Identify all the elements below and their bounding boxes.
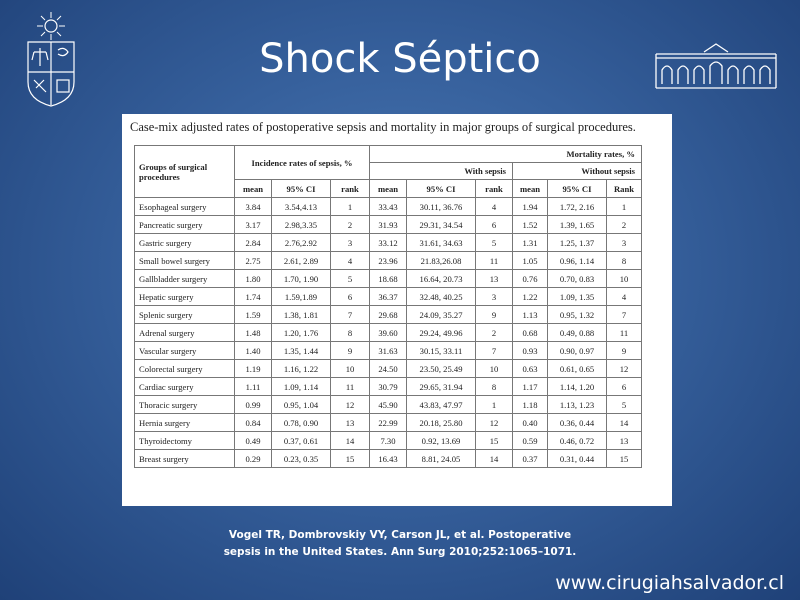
ws-mean: 36.37 bbox=[370, 288, 407, 306]
col-ws-mean: mean bbox=[370, 180, 407, 198]
procedure-name: Gastric surgery bbox=[135, 234, 235, 252]
wo-mean: 1.18 bbox=[513, 396, 548, 414]
wo-mean: 1.52 bbox=[513, 216, 548, 234]
inc-rank: 5 bbox=[331, 270, 370, 288]
wo-ci: 1.25, 1.37 bbox=[548, 234, 607, 252]
wo-ci: 1.72, 2.16 bbox=[548, 198, 607, 216]
wo-ci: 0.95, 1.32 bbox=[548, 306, 607, 324]
wo-mean: 1.22 bbox=[513, 288, 548, 306]
wo-rank: 9 bbox=[607, 342, 642, 360]
wo-ci: 0.61, 0.65 bbox=[548, 360, 607, 378]
inc-ci: 0.37, 0.61 bbox=[272, 432, 331, 450]
inc-rank: 8 bbox=[331, 324, 370, 342]
ws-ci: 32.48, 40.25 bbox=[407, 288, 476, 306]
inc-ci: 1.35, 1.44 bbox=[272, 342, 331, 360]
wo-rank: 5 bbox=[607, 396, 642, 414]
wo-mean: 0.93 bbox=[513, 342, 548, 360]
ws-mean: 22.99 bbox=[370, 414, 407, 432]
header-without-sepsis: Without sepsis bbox=[513, 163, 642, 180]
ws-mean: 23.96 bbox=[370, 252, 407, 270]
ws-mean: 29.68 bbox=[370, 306, 407, 324]
ws-ci: 29.31, 34.54 bbox=[407, 216, 476, 234]
procedure-name: Breast surgery bbox=[135, 450, 235, 468]
wo-mean: 1.13 bbox=[513, 306, 548, 324]
col-inc-ci: 95% CI bbox=[272, 180, 331, 198]
inc-mean: 0.29 bbox=[235, 450, 272, 468]
wo-rank: 3 bbox=[607, 234, 642, 252]
col-wo-rank: Rank bbox=[607, 180, 642, 198]
ws-rank: 4 bbox=[476, 198, 513, 216]
table-row bbox=[135, 378, 642, 396]
ws-ci: 43.83, 47.97 bbox=[407, 396, 476, 414]
table-row bbox=[135, 342, 642, 360]
header-mortality: Mortality rates, % bbox=[370, 146, 642, 163]
ws-mean: 24.50 bbox=[370, 360, 407, 378]
ws-ci: 23.50, 25.49 bbox=[407, 360, 476, 378]
ws-mean: 7.30 bbox=[370, 432, 407, 450]
table-row bbox=[135, 252, 642, 270]
wo-ci: 0.31, 0.44 bbox=[548, 450, 607, 468]
ws-mean: 30.79 bbox=[370, 378, 407, 396]
inc-ci: 1.59,1.89 bbox=[272, 288, 331, 306]
inc-mean: 1.11 bbox=[235, 378, 272, 396]
inc-rank: 9 bbox=[331, 342, 370, 360]
inc-mean: 1.59 bbox=[235, 306, 272, 324]
ws-mean: 18.68 bbox=[370, 270, 407, 288]
wo-rank: 12 bbox=[607, 360, 642, 378]
wo-rank: 7 bbox=[607, 306, 642, 324]
ws-rank: 8 bbox=[476, 378, 513, 396]
inc-ci: 2.76,2.92 bbox=[272, 234, 331, 252]
wo-rank: 8 bbox=[607, 252, 642, 270]
ws-rank: 1 bbox=[476, 396, 513, 414]
table-row bbox=[135, 432, 642, 450]
ws-ci: 16.64, 20.73 bbox=[407, 270, 476, 288]
inc-ci: 2.98,3.35 bbox=[272, 216, 331, 234]
ws-mean: 33.43 bbox=[370, 198, 407, 216]
table-row bbox=[135, 360, 642, 378]
ws-rank: 15 bbox=[476, 432, 513, 450]
wo-mean: 0.68 bbox=[513, 324, 548, 342]
inc-mean: 1.19 bbox=[235, 360, 272, 378]
wo-ci: 1.14, 1.20 bbox=[548, 378, 607, 396]
wo-rank: 2 bbox=[607, 216, 642, 234]
inc-mean: 0.49 bbox=[235, 432, 272, 450]
wo-ci: 1.39, 1.65 bbox=[548, 216, 607, 234]
wo-mean: 0.40 bbox=[513, 414, 548, 432]
wo-mean: 0.63 bbox=[513, 360, 548, 378]
website-url: www.cirugiahsalvador.cl bbox=[555, 572, 784, 594]
ws-rank: 3 bbox=[476, 288, 513, 306]
inc-rank: 15 bbox=[331, 450, 370, 468]
wo-ci: 1.13, 1.23 bbox=[548, 396, 607, 414]
col-ws-ci: 95% CI bbox=[407, 180, 476, 198]
ws-ci: 30.11, 36.76 bbox=[407, 198, 476, 216]
ws-ci: 30.15, 33.11 bbox=[407, 342, 476, 360]
wo-ci: 0.46, 0.72 bbox=[548, 432, 607, 450]
procedure-name: Gallbladder surgery bbox=[135, 270, 235, 288]
ws-ci: 29.65, 31.94 bbox=[407, 378, 476, 396]
wo-mean: 1.31 bbox=[513, 234, 548, 252]
table-row bbox=[135, 216, 642, 234]
ws-rank: 12 bbox=[476, 414, 513, 432]
wo-ci: 0.96, 1.14 bbox=[548, 252, 607, 270]
table-caption: Case-mix adjusted rates of postoperative sepsis and mortality in major groups of surgical procedures. bbox=[130, 120, 636, 134]
ws-ci: 24.09, 35.27 bbox=[407, 306, 476, 324]
wo-ci: 0.90, 0.97 bbox=[548, 342, 607, 360]
citation-line-1: Vogel TR, Dombrovskiy VY, Carson JL, et al. Postoperative bbox=[228, 529, 572, 541]
wo-rank: 15 bbox=[607, 450, 642, 468]
inc-ci: 1.70, 1.90 bbox=[272, 270, 331, 288]
inc-ci: 1.16, 1.22 bbox=[272, 360, 331, 378]
procedure-name: Thyroidectomy bbox=[135, 432, 235, 450]
inc-ci: 1.20, 1.76 bbox=[272, 324, 331, 342]
inc-rank: 11 bbox=[331, 378, 370, 396]
ws-rank: 2 bbox=[476, 324, 513, 342]
ws-ci: 20.18, 25.80 bbox=[407, 414, 476, 432]
inc-mean: 3.17 bbox=[235, 216, 272, 234]
wo-mean: 0.37 bbox=[513, 450, 548, 468]
inc-rank: 14 bbox=[331, 432, 370, 450]
inc-mean: 0.99 bbox=[235, 396, 272, 414]
col-inc-rank: rank bbox=[331, 180, 370, 198]
slide-title: Shock Séptico bbox=[259, 36, 541, 82]
table-row bbox=[135, 234, 642, 252]
ws-ci: 29.24, 49.96 bbox=[407, 324, 476, 342]
wo-mean: 1.05 bbox=[513, 252, 548, 270]
inc-rank: 12 bbox=[331, 396, 370, 414]
ws-rank: 5 bbox=[476, 234, 513, 252]
procedure-name: Hepatic surgery bbox=[135, 288, 235, 306]
procedure-name: Vascular surgery bbox=[135, 342, 235, 360]
inc-rank: 1 bbox=[331, 198, 370, 216]
inc-mean: 1.80 bbox=[235, 270, 272, 288]
ws-mean: 39.60 bbox=[370, 324, 407, 342]
inc-mean: 1.40 bbox=[235, 342, 272, 360]
procedure-name: Thoracic surgery bbox=[135, 396, 235, 414]
ws-rank: 6 bbox=[476, 216, 513, 234]
col-wo-ci: 95% CI bbox=[548, 180, 607, 198]
header-groups: Groups of surgical procedures bbox=[135, 146, 235, 198]
wo-mean: 1.94 bbox=[513, 198, 548, 216]
inc-rank: 4 bbox=[331, 252, 370, 270]
col-wo-mean: mean bbox=[513, 180, 548, 198]
inc-rank: 13 bbox=[331, 414, 370, 432]
ws-rank: 14 bbox=[476, 450, 513, 468]
table-figure bbox=[122, 114, 672, 506]
table-row bbox=[135, 450, 642, 468]
ws-ci: 21.83,26.08 bbox=[407, 252, 476, 270]
citation-line-2: sepsis in the United States. Ann Surg 2010;252:1065–1071. bbox=[223, 546, 577, 558]
table-row bbox=[135, 288, 642, 306]
ws-rank: 9 bbox=[476, 306, 513, 324]
ws-rank: 11 bbox=[476, 252, 513, 270]
inc-ci: 2.61, 2.89 bbox=[272, 252, 331, 270]
col-inc-mean: mean bbox=[235, 180, 272, 198]
ws-ci: 0.92, 13.69 bbox=[407, 432, 476, 450]
wo-ci: 0.49, 0.88 bbox=[548, 324, 607, 342]
wo-ci: 0.70, 0.83 bbox=[548, 270, 607, 288]
inc-ci: 3.54,4.13 bbox=[272, 198, 331, 216]
ws-mean: 45.90 bbox=[370, 396, 407, 414]
inc-rank: 10 bbox=[331, 360, 370, 378]
wo-rank: 10 bbox=[607, 270, 642, 288]
ws-mean: 33.12 bbox=[370, 234, 407, 252]
ws-rank: 7 bbox=[476, 342, 513, 360]
header-with-sepsis: With sepsis bbox=[370, 163, 513, 180]
procedure-name: Splenic surgery bbox=[135, 306, 235, 324]
wo-ci: 0.36, 0.44 bbox=[548, 414, 607, 432]
inc-mean: 1.48 bbox=[235, 324, 272, 342]
procedure-name: Cardiac surgery bbox=[135, 378, 235, 396]
ws-mean: 31.63 bbox=[370, 342, 407, 360]
inc-ci: 0.23, 0.35 bbox=[272, 450, 331, 468]
ws-mean: 16.43 bbox=[370, 450, 407, 468]
wo-mean: 0.59 bbox=[513, 432, 548, 450]
citation bbox=[0, 527, 800, 561]
ws-rank: 10 bbox=[476, 360, 513, 378]
ws-rank: 13 bbox=[476, 270, 513, 288]
inc-rank: 7 bbox=[331, 306, 370, 324]
inc-mean: 3.84 bbox=[235, 198, 272, 216]
wo-rank: 4 bbox=[607, 288, 642, 306]
inc-ci: 0.78, 0.90 bbox=[272, 414, 331, 432]
wo-ci: 1.09, 1.35 bbox=[548, 288, 607, 306]
wo-rank: 14 bbox=[607, 414, 642, 432]
procedure-name: Esophageal surgery bbox=[135, 198, 235, 216]
sepsis-mortality-table bbox=[134, 145, 642, 468]
table-row bbox=[135, 270, 642, 288]
procedure-name: Colorectal surgery bbox=[135, 360, 235, 378]
wo-mean: 0.76 bbox=[513, 270, 548, 288]
wo-rank: 11 bbox=[607, 324, 642, 342]
inc-mean: 0.84 bbox=[235, 414, 272, 432]
inc-mean: 1.74 bbox=[235, 288, 272, 306]
table-row bbox=[135, 396, 642, 414]
table-row bbox=[135, 306, 642, 324]
ws-mean: 31.93 bbox=[370, 216, 407, 234]
inc-rank: 3 bbox=[331, 234, 370, 252]
inc-rank: 6 bbox=[331, 288, 370, 306]
inc-mean: 2.84 bbox=[235, 234, 272, 252]
ws-ci: 8.81, 24.05 bbox=[407, 450, 476, 468]
table-row bbox=[135, 198, 642, 216]
table-row bbox=[135, 414, 642, 432]
inc-ci: 0.95, 1.04 bbox=[272, 396, 331, 414]
wo-mean: 1.17 bbox=[513, 378, 548, 396]
procedure-name: Adrenal surgery bbox=[135, 324, 235, 342]
procedure-name: Pancreatic surgery bbox=[135, 216, 235, 234]
wo-rank: 13 bbox=[607, 432, 642, 450]
inc-ci: 1.09, 1.14 bbox=[272, 378, 331, 396]
inc-mean: 2.75 bbox=[235, 252, 272, 270]
procedure-name: Hernia surgery bbox=[135, 414, 235, 432]
wo-rank: 1 bbox=[607, 198, 642, 216]
procedure-name: Small bowel surgery bbox=[135, 252, 235, 270]
header-incidence: Incidence rates of sepsis, % bbox=[235, 146, 370, 180]
col-ws-rank: rank bbox=[476, 180, 513, 198]
inc-ci: 1.38, 1.81 bbox=[272, 306, 331, 324]
table-row bbox=[135, 324, 642, 342]
ws-ci: 31.61, 34.63 bbox=[407, 234, 476, 252]
inc-rank: 2 bbox=[331, 216, 370, 234]
wo-rank: 6 bbox=[607, 378, 642, 396]
